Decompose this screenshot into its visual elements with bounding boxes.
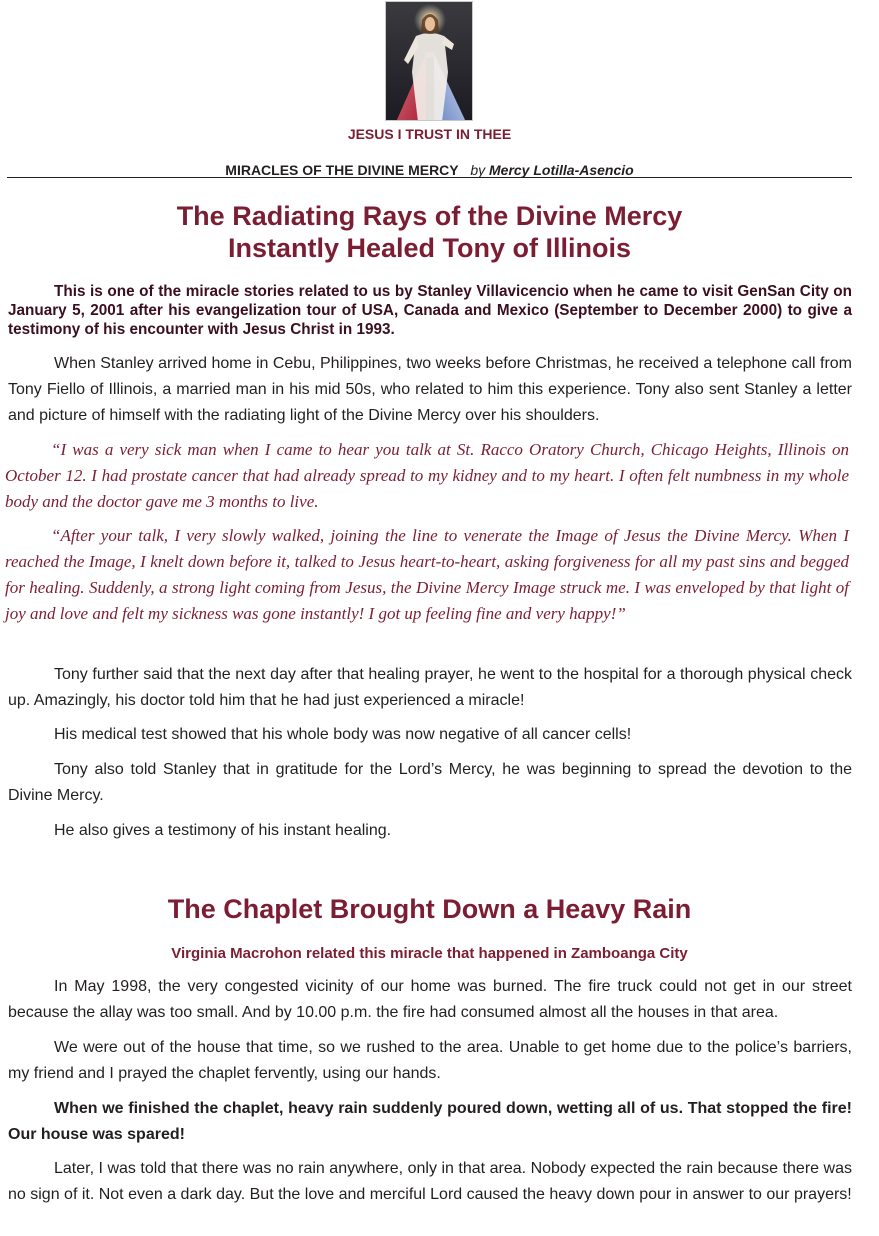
header-divider xyxy=(7,177,852,178)
article-title-line-2: Instantly Healed Tony of Illinois xyxy=(227,233,632,263)
article-title-line-1: The Radiating Rays of the Divine Mercy xyxy=(176,201,683,231)
author-name: Mercy Lotilla-Asencio xyxy=(489,162,634,178)
paragraph-text: We were out of the house that time, so we rushed to the area. Unable to get home due to the police’s barriers, my friend and I prayed the chaplet fervently, using our hands. xyxy=(8,1039,852,1082)
article-title xyxy=(0,200,859,264)
testimony-quote-text: “After your talk, I very slowly walked, joining the line to venerate the Image of Jesus the Divine Mercy. When I reached the Image, I knelt down before it, talked to Jesus heart-to-heart, asking forgiveness for all my past sins and begged for healing. Suddenly, a strong light coming from Jesus, the Divine Mercy Image struck me. I was enveloped by that light of joy and love and felt my sickness was gone instantly! I got up feeling fine and very happy!” xyxy=(5,526,849,623)
paragraph xyxy=(8,818,852,844)
paragraph xyxy=(8,351,852,429)
paragraph xyxy=(8,722,852,748)
paragraph-text: He also gives a testimony of his instant healing. xyxy=(54,822,392,839)
paragraph-text: When Stanley arrived home in Cebu, Philippines, two weeks before Christmas, he received a telephone call from Tony Fiello of Illinois, a married man in his mid 50s, who related to him this experience. Tony also sent Stanley a letter and picture of himself with the radiating light of the Divine Mercy over his shoulders. xyxy=(8,355,852,424)
paragraph xyxy=(8,1096,852,1148)
paragraph-text: In May 1998, the very congested vicinity of our home was burned. The fire truck could not get in our street because the allay was too small. And by 10.00 p.m. the fire had consumed almost all the houses in that area. xyxy=(8,978,852,1021)
paragraph xyxy=(8,974,852,1026)
paragraph xyxy=(8,1035,852,1087)
byline-by: by xyxy=(470,162,486,178)
paragraph xyxy=(8,1156,852,1208)
article-subtitle: Virginia Macrohon related this miracle that happened in Zamboanga City xyxy=(171,945,688,962)
paragraph-text: Later, I was told that there was no rain anywhere, only in that area. Nobody expected the rain because there was no sign of it. Not even a dark day. But the love and merciful Lord caused the heavy down pour in answer to our prayers! xyxy=(8,1160,852,1203)
paragraph xyxy=(8,757,852,809)
paragraph-text: His medical test showed that his whole body was now negative of all cancer cells! xyxy=(54,726,632,743)
series-heading xyxy=(0,162,859,178)
article-intro-text: This is one of the miracle stories related to us by Stanley Villavicencio when he came to visit GenSan City on January 5, 2001 after his evangelization tour of USA, Canada and Mexico (September to December 2000) to give a testimony of his encounter with Jesus Christ in 1993. xyxy=(8,283,852,338)
divine-mercy-image xyxy=(385,1,473,121)
testimony-quote xyxy=(5,437,849,515)
paragraph-text: Tony further said that the next day after that healing prayer, he went to the hospital for a thorough physical check up. Amazingly, his doctor told him that he had just experienced a miracle! xyxy=(8,666,852,709)
article-intro xyxy=(8,282,852,339)
article-title: The Chaplet Brought Down a Heavy Rain xyxy=(167,894,692,924)
testimony-quote-text: “I was a very sick man when I came to hear you talk at St. Racco Oratory Church, Chicago Heights, Illinois on October 12. I had prostate cancer that had already spread to my kidney and to my heart. I often felt numbness in my whole body and the doctor gave me 3 months to live. xyxy=(5,440,849,511)
paragraph xyxy=(8,662,852,714)
testimony-quote xyxy=(5,523,849,627)
series-title: MIRACLES OF THE DIVINE MERCY xyxy=(225,162,459,178)
paragraph-text: Tony also told Stanley that in gratitude for the Lord’s Mercy, he was beginning to spread the devotion to the Divine Mercy. xyxy=(8,761,852,804)
divine-mercy-picture xyxy=(386,2,473,121)
paragraph-text: When we finished the chaplet, heavy rain suddenly poured down, wetting all of us. That stopped the fire! Our house was spared! xyxy=(8,1100,852,1143)
image-caption: JESUS I TRUST IN THEE xyxy=(347,126,512,142)
